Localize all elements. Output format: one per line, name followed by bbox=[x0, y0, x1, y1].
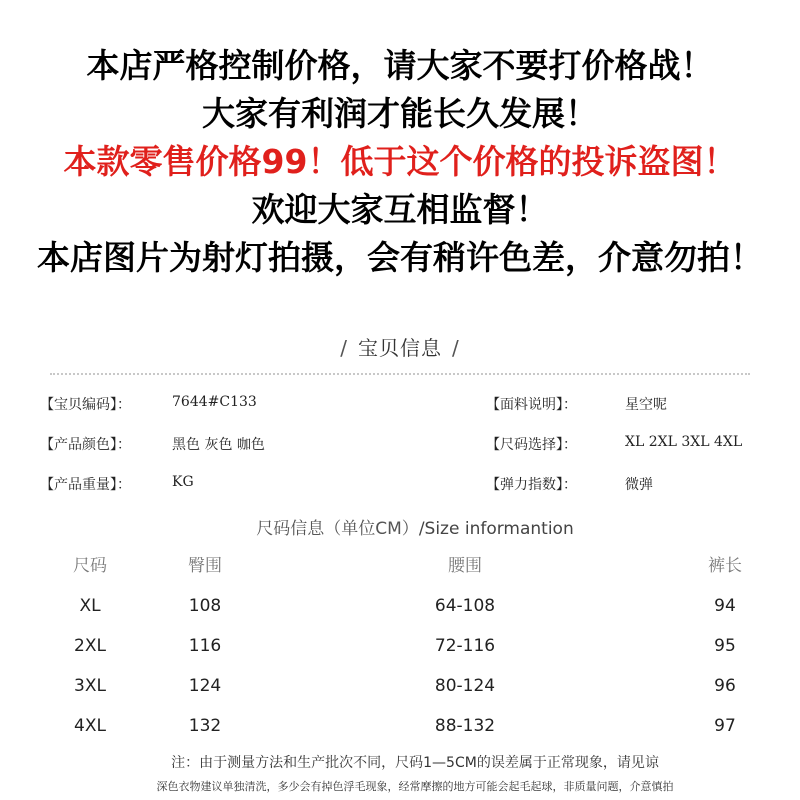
measurement-note: 注：由于测量方法和生产批次不同，尺码1—5CM的误差属于正常现象，请见谅 bbox=[171, 755, 659, 771]
info-label: 【宝贝编码】： bbox=[40, 397, 131, 413]
info-row bbox=[0, 434, 800, 464]
header-waist: 腰围 bbox=[448, 556, 482, 576]
header-size: 尺码 bbox=[73, 556, 107, 576]
info-value: XL 2XL 3XL 4XL bbox=[625, 434, 743, 450]
section-title-text: 宝贝信息 bbox=[358, 336, 442, 360]
section-title bbox=[0, 332, 800, 361]
cell-length: 97 bbox=[714, 716, 736, 736]
size-table bbox=[0, 548, 800, 748]
cell-length: 95 bbox=[714, 636, 736, 656]
washing-note: 深色衣物建议单独清洗，多少会有掉色浮毛现象，经常摩擦的地方可能会起毛起球，非质量问题，介意慎拍 bbox=[156, 780, 674, 793]
info-row bbox=[0, 394, 800, 424]
cell-length: 94 bbox=[714, 596, 736, 616]
info-value: 黑色 灰色 咖色 bbox=[172, 437, 265, 453]
retail-price: 99 bbox=[261, 142, 308, 181]
size-title-en: /Size informantion bbox=[418, 519, 574, 539]
cell-hip: 116 bbox=[188, 636, 222, 656]
info-label: 【弹力指数】： bbox=[486, 477, 577, 493]
cell-waist: 64-108 bbox=[434, 596, 496, 616]
notice-line-1: 本店严格控制价格，请大家不要打价格战！ bbox=[86, 46, 714, 85]
info-row bbox=[0, 474, 800, 504]
header-length: 裤长 bbox=[708, 556, 742, 576]
cell-size: XL bbox=[79, 596, 101, 616]
cell-waist: 88-132 bbox=[434, 716, 496, 736]
cell-size: 3XL bbox=[74, 676, 106, 696]
cell-waist: 80-124 bbox=[434, 676, 496, 696]
info-label: 【面料说明】： bbox=[486, 397, 577, 413]
dotted-divider bbox=[50, 373, 750, 375]
table-row bbox=[0, 628, 800, 668]
cell-hip: 108 bbox=[188, 596, 222, 616]
size-title-cn: 尺码信息（单位CM） bbox=[256, 519, 419, 539]
info-label: 【产品重量】： bbox=[40, 477, 131, 493]
table-row bbox=[0, 588, 800, 628]
info-label: 【尺码选择】： bbox=[486, 437, 577, 453]
table-row bbox=[0, 668, 800, 708]
info-value: 7644#C133 bbox=[172, 394, 257, 410]
header-hip: 臀围 bbox=[188, 556, 222, 576]
notice-line-3 bbox=[0, 138, 800, 186]
notice-line-5: 本店图片为射灯拍摄，会有稍许色差，介意勿拍！ bbox=[37, 238, 763, 277]
size-info-title bbox=[0, 514, 800, 539]
info-value: 微弹 bbox=[625, 477, 653, 493]
cell-length: 96 bbox=[714, 676, 736, 696]
price-notice bbox=[0, 42, 800, 282]
cell-size: 4XL bbox=[74, 716, 106, 736]
title-slash-left: / bbox=[340, 336, 348, 360]
table-row bbox=[0, 708, 800, 748]
info-value: KG bbox=[172, 474, 194, 490]
table-header-row bbox=[0, 548, 800, 588]
notice-line-4: 欢迎大家互相监督！ bbox=[251, 190, 549, 229]
notice-line-3-prefix: 本款零售价格 bbox=[63, 142, 262, 181]
notice-line-3-suffix: ！低于这个价格的投诉盗图！ bbox=[307, 142, 737, 181]
title-slash-right: / bbox=[452, 336, 460, 360]
info-value: 星空呢 bbox=[625, 397, 667, 413]
cell-hip: 124 bbox=[188, 676, 222, 696]
cell-size: 2XL bbox=[74, 636, 106, 656]
cell-waist: 72-116 bbox=[434, 636, 496, 656]
cell-hip: 132 bbox=[188, 716, 222, 736]
notice-line-2: 大家有利润才能长久发展！ bbox=[202, 94, 598, 133]
info-label: 【产品颜色】： bbox=[40, 437, 131, 453]
